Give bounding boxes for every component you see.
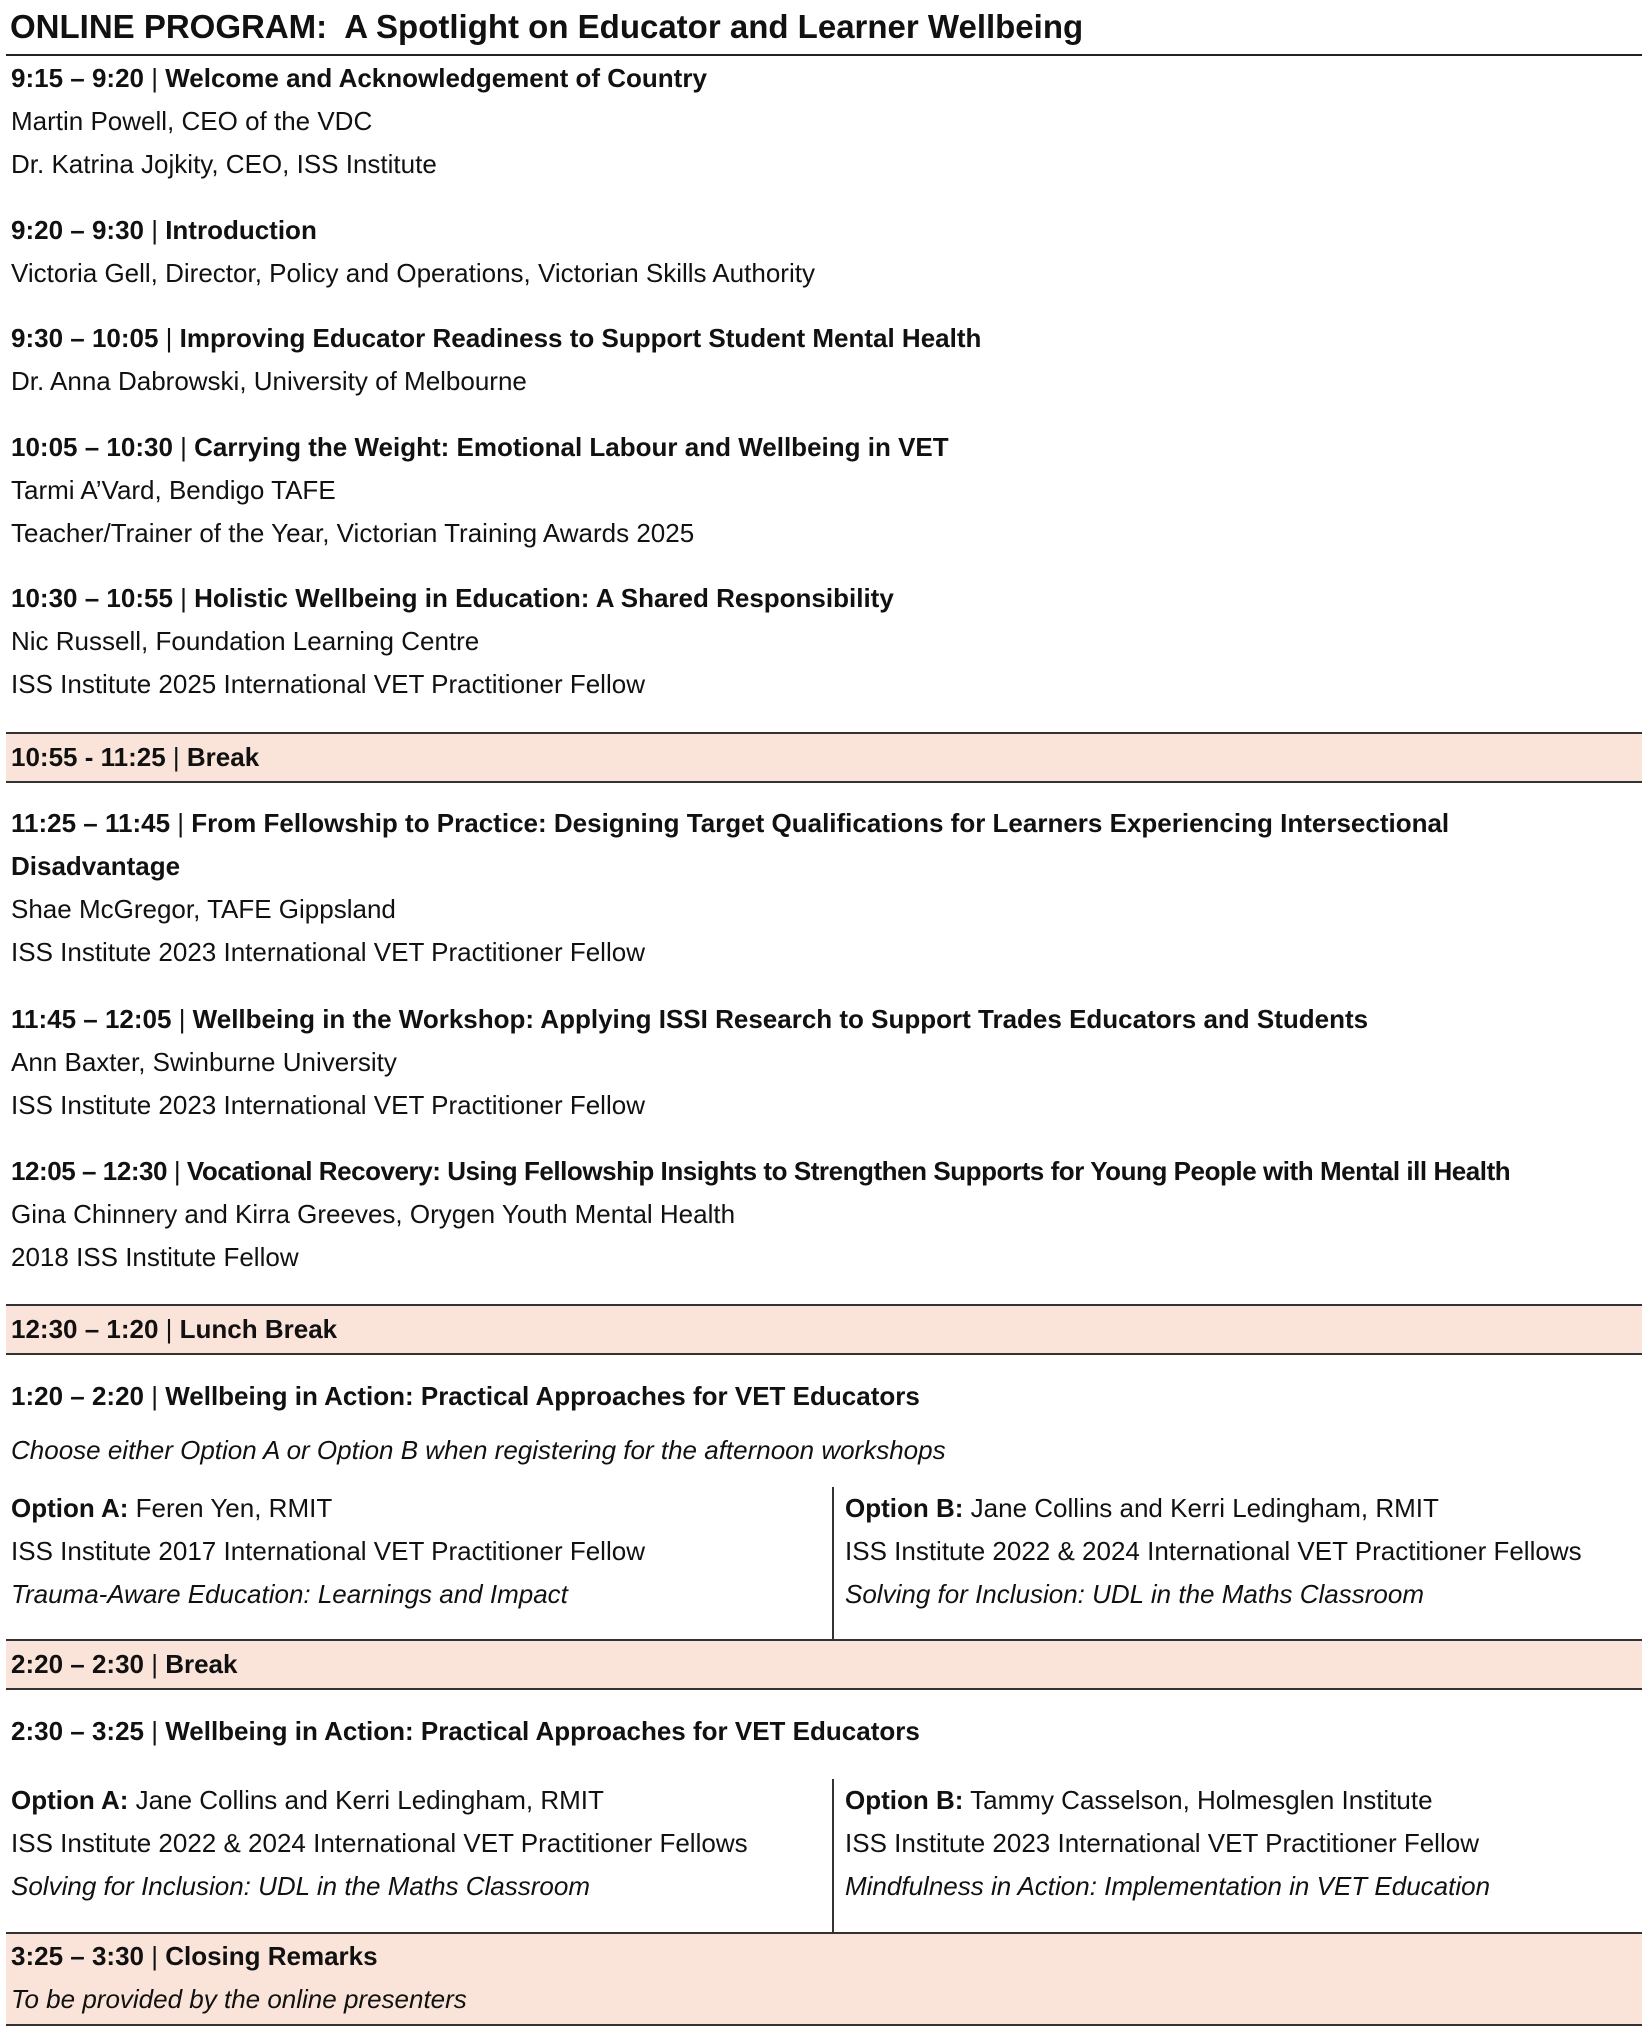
- separator: |: [143, 1649, 166, 1679]
- speaker-line: Victoria Gell, Director, Policy and Operations, Victorian Skills Authority: [11, 258, 815, 288]
- session-heading: [11, 577, 1641, 620]
- workshop-2-option-a: [11, 1779, 831, 1908]
- speaker-line: Dr. Anna Dabrowski, University of Melbourne: [11, 366, 527, 396]
- session-heading: [11, 426, 1641, 469]
- session-heading: [11, 802, 1571, 888]
- closing-note: To be provided by the online presenters: [11, 1984, 467, 2014]
- speaker-line: 2018 ISS Institute Fellow: [11, 1242, 299, 1272]
- option-label: Option B:: [845, 1785, 964, 1815]
- break-title: Break: [165, 1649, 238, 1679]
- separator: |: [158, 323, 180, 353]
- workshop-1-option-b: [845, 1487, 1640, 1616]
- break-heading: [6, 734, 1642, 781]
- session-carrying-the-weight: [11, 426, 1641, 555]
- session-title: Improving Educator Readiness to Support Student Mental Health: [179, 323, 982, 353]
- break-time: 12:30 – 1:20: [11, 1314, 159, 1344]
- session-title: Wellbeing in Action: Practical Approaches for VET Educators: [165, 1381, 920, 1411]
- speaker-line: ISS Institute 2025 International VET Practitioner Fellow: [11, 669, 645, 699]
- option-label: Option B:: [845, 1493, 964, 1523]
- speaker-line: Gina Chinnery and Kirra Greeves, Orygen Youth Mental Health: [11, 1199, 736, 1229]
- session-heading: [11, 1710, 1641, 1753]
- option-presenter: [11, 1779, 831, 1822]
- speaker-line: Nic Russell, Foundation Learning Centre: [11, 626, 480, 656]
- option-presenter-name: Feren Yen, RMIT: [128, 1493, 333, 1523]
- separator: |: [171, 1004, 193, 1034]
- session-welcome: [11, 57, 1641, 186]
- session-title: Welcome and Acknowledgement of Country: [165, 63, 707, 93]
- session-introduction: [11, 209, 1641, 295]
- speaker-line: Martin Powell, CEO of the VDC: [11, 106, 373, 136]
- session-title: Carrying the Weight: Emotional Labour and Wellbeing in VET: [194, 432, 949, 462]
- session-time: 3:25 – 3:30: [11, 1941, 144, 1971]
- option-divider: [832, 1779, 834, 1932]
- option-presenter: [845, 1779, 1640, 1822]
- workshop-note: Choose either Option A or Option B when registering for the afternoon workshops: [11, 1435, 946, 1465]
- break-heading: [6, 1306, 1642, 1353]
- workshop-1-header: [11, 1375, 1641, 1472]
- session-wellbeing-in-workshop: [11, 998, 1641, 1127]
- break-heading: [6, 1641, 1642, 1688]
- page-title: ONLINE PROGRAM: A Spotlight on Educator and Learner Wellbeing: [10, 8, 1084, 45]
- session-time: 2:30 – 3:25: [11, 1716, 144, 1746]
- option-presenter: [845, 1487, 1640, 1530]
- option-fellowship: ISS Institute 2022 & 2024 International VET Practitioner Fellows: [845, 1536, 1582, 1566]
- session-educator-readiness: [11, 317, 1641, 403]
- option-topic: Trauma-Aware Education: Learnings and Impact: [11, 1579, 568, 1609]
- separator: |: [165, 742, 187, 772]
- option-topic: Solving for Inclusion: UDL in the Maths Classroom: [11, 1871, 590, 1901]
- separator: |: [143, 1941, 166, 1971]
- separator: |: [143, 63, 166, 93]
- workshop-2-header: [11, 1710, 1641, 1753]
- speaker-line: Shae McGregor, TAFE Gippsland: [11, 894, 396, 924]
- break-title: Break: [186, 742, 260, 772]
- session-time: 9:20 – 9:30: [11, 215, 144, 245]
- session-heading: [11, 57, 1641, 100]
- separator: |: [158, 1314, 180, 1344]
- session-heading: [11, 317, 1641, 360]
- separator: |: [167, 1156, 187, 1186]
- option-presenter: [11, 1487, 831, 1530]
- option-fellowship: ISS Institute 2017 International VET Practitioner Fellow: [11, 1536, 645, 1566]
- break-title: Lunch Break: [179, 1314, 338, 1344]
- option-divider: [832, 1487, 834, 1639]
- session-fellowship-to-practice: [11, 802, 1641, 974]
- session-title: Wellbeing in the Workshop: Applying ISSI Research to Support Trades Educators and Students: [192, 1004, 1369, 1034]
- speaker-line: ISS Institute 2023 International VET Practitioner Fellow: [11, 1090, 645, 1120]
- option-label: Option A:: [11, 1493, 129, 1523]
- workshop-2-option-b: [845, 1779, 1640, 1908]
- session-time: 11:45 – 12:05: [11, 1004, 172, 1034]
- speaker-line: Tarmi A’Vard, Bendigo TAFE: [11, 475, 336, 505]
- option-fellowship: ISS Institute 2023 International VET Practitioner Fellow: [845, 1828, 1479, 1858]
- closing-heading: [11, 1935, 1642, 1978]
- option-fellowship: ISS Institute 2022 & 2024 International VET Practitioner Fellows: [11, 1828, 748, 1858]
- option-topic: Mindfulness in Action: Implementation in VET Education: [845, 1871, 1491, 1901]
- session-holistic-wellbeing: [11, 577, 1641, 706]
- session-time: 9:30 – 10:05: [11, 323, 159, 353]
- session-time: 10:30 – 10:55: [11, 583, 173, 613]
- speaker-line: ISS Institute 2023 International VET Practitioner Fellow: [11, 937, 645, 967]
- session-title: Wellbeing in Action: Practical Approaches for VET Educators: [165, 1716, 920, 1746]
- option-presenter-name: Jane Collins and Kerri Ledingham, RMIT: [128, 1785, 604, 1815]
- speaker-line: Teacher/Trainer of the Year, Victorian Training Awards 2025: [11, 518, 695, 548]
- session-title: Closing Remarks: [165, 1941, 378, 1971]
- separator: |: [172, 583, 195, 613]
- option-topic: Solving for Inclusion: UDL in the Maths Classroom: [845, 1579, 1424, 1609]
- break-band: [6, 732, 1642, 783]
- separator: |: [170, 808, 192, 838]
- session-heading: [11, 998, 1641, 1041]
- break-band: [6, 1639, 1642, 1690]
- break-time: 2:20 – 2:30: [11, 1649, 144, 1679]
- speaker-line: Ann Baxter, Swinburne University: [11, 1047, 397, 1077]
- option-presenter-name: Tammy Casselson, Holmesglen Institute: [963, 1785, 1433, 1815]
- session-heading: [11, 1150, 1641, 1193]
- session-time: 1:20 – 2:20: [11, 1381, 144, 1411]
- lunch-break-band: [6, 1304, 1642, 1355]
- session-heading: [11, 1375, 1641, 1418]
- session-time: 11:25 – 11:45: [11, 808, 171, 838]
- option-presenter-name: Jane Collins and Kerri Ledingham, RMIT: [963, 1493, 1439, 1523]
- session-title: Vocational Recovery: Using Fellowship Insights to Strengthen Supports for Young People with Mental ill Health: [186, 1156, 1511, 1186]
- title-divider: [6, 54, 1642, 56]
- separator: |: [143, 215, 166, 245]
- session-title: Introduction: [165, 215, 317, 245]
- workshop-1-option-a: [11, 1487, 831, 1616]
- speaker-line: Dr. Katrina Jojkity, CEO, ISS Institute: [11, 149, 437, 179]
- option-label: Option A:: [11, 1785, 129, 1815]
- session-title: From Fellowship to Practice: Designing Target Qualifications for Learners Experiencing Intersectional Disadvantage: [11, 808, 1450, 881]
- separator: |: [143, 1716, 166, 1746]
- session-time: 10:05 – 10:30: [11, 432, 173, 462]
- session-heading: [11, 209, 1641, 252]
- separator: |: [172, 432, 195, 462]
- closing-band: [6, 1932, 1642, 2026]
- session-vocational-recovery: [11, 1150, 1641, 1279]
- session-title: Holistic Wellbeing in Education: A Shared Responsibility: [194, 583, 894, 613]
- separator: |: [143, 1381, 166, 1411]
- session-time: 12:05 – 12:30: [11, 1156, 168, 1186]
- session-time: 9:15 – 9:20: [11, 63, 144, 93]
- break-time: 10:55 - 11:25: [11, 742, 166, 772]
